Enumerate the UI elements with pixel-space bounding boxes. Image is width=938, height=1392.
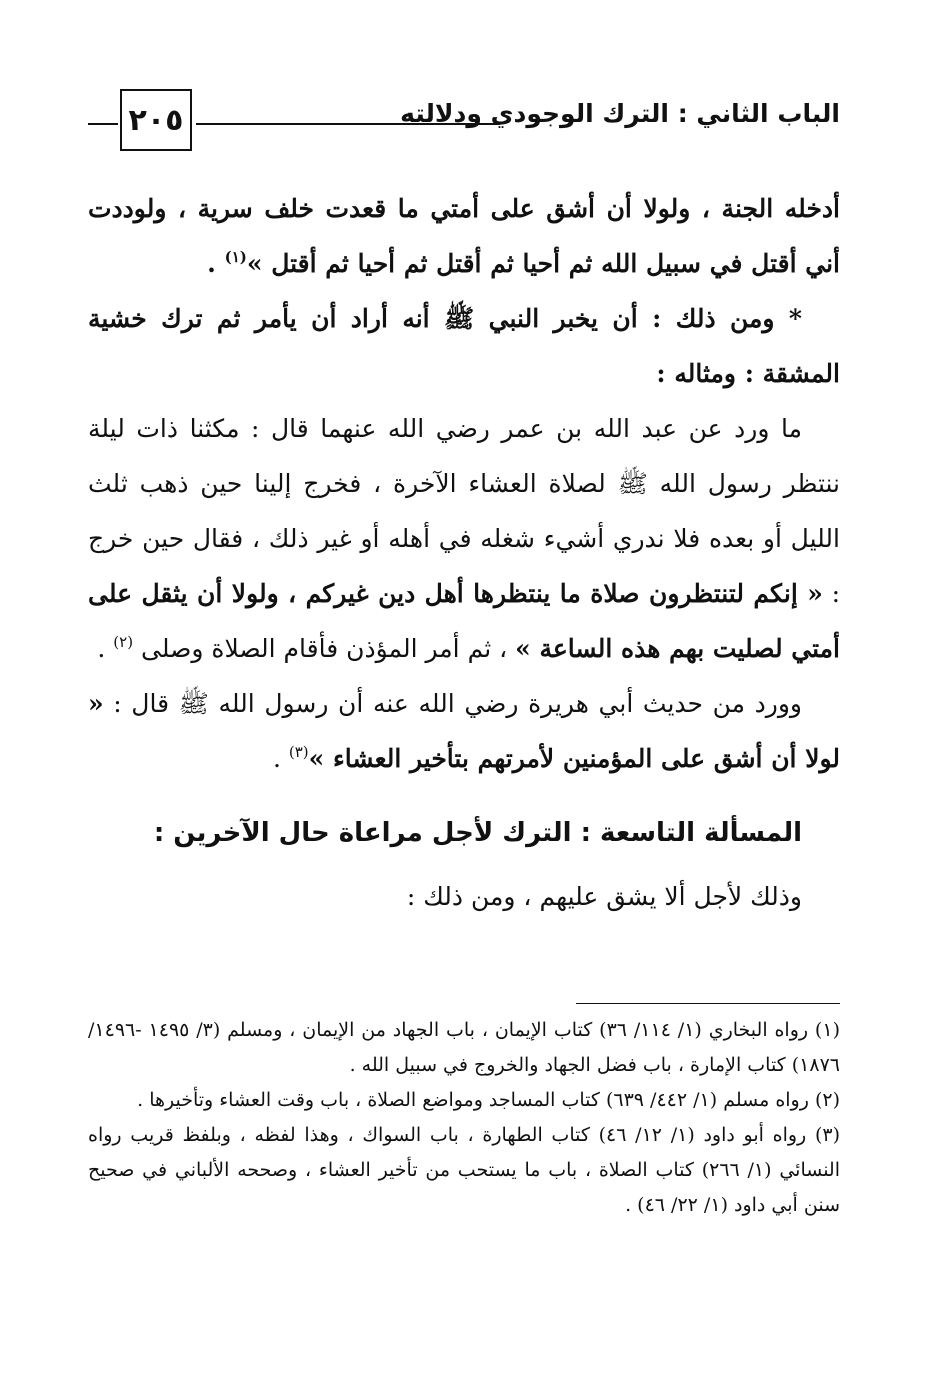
footnote-3: (٣) رواه أبو داود (١/ ١٢/ ٤٦) كتاب الطهارة ، باب السواك ، وهذا لفظه ، وبلفظ قريب رواه النسائي (١/ ٢٦٦) كتاب الصلاة ، باب ما يستحب من تأخير العشاء ، وصححه الألباني في صحيح سنن أبي داود (١/ ٢٢/ ٤٦) . <box>88 1124 840 1216</box>
paragraph-4-quote: « لولا أن أشق على المؤمنين لأمرتهم بتأخير العشاء » <box>88 689 840 773</box>
footnotes <box>88 1013 840 1223</box>
page-number: ٢٠٥ <box>120 89 192 151</box>
footnote-1: (١) رواه البخاري (١/ ١١٤/ ٣٦) كتاب الإيمان ، باب الجهاد من الإيمان ، ومسلم (٣/ ١٤٩٥ -١٤٩٦/ ١٨٧٦) كتاب الإمارة ، باب فضل الجهاد والخروج في سبيل الله . <box>88 1019 840 1076</box>
paragraph-3-after: ، ثم أمر المؤذن فأقام الصلاة وصلى <box>133 634 516 663</box>
paragraph-3-quote: « إنكم لتنتظرون صلاة ما ينتظرها أهل دين غيركم ، ولولا أن يثقل على أمتي لصليت بهم هذه الساعة » <box>88 579 840 663</box>
footnote-ref-2: (٢) <box>113 633 134 651</box>
paragraph-1-end: . <box>207 249 225 278</box>
paragraph-4-text: وورد من حديث أبي هريرة رضي الله عنه أن رسول الله ﷺ قال : <box>103 689 802 718</box>
paragraph-5: وذلك لأجل ألا يشق عليهم ، ومن ذلك : <box>406 882 802 911</box>
paragraph-3 <box>88 401 840 676</box>
paragraph-1-text: أدخله الجنة ، ولولا أن أشق على أمتي ما قعدت خلف سرية ، ولوددت أني أقتل في سبيل الله ثم أحيا ثم أقتل ثم أحيا ثم أقتل » <box>88 194 840 278</box>
page-header <box>88 85 840 153</box>
header-dash <box>88 123 118 125</box>
paragraph-4-end: . <box>272 744 289 773</box>
footnote-ref-3: (٣) <box>288 743 309 761</box>
footnote-ref-1: (١) <box>224 248 247 266</box>
paragraph-2: * ومن ذلك : أن يخبر النبي ﷺ أنه أراد أن يأمر ثم ترك خشية المشقة : ومثاله : <box>88 304 840 388</box>
paragraph-4 <box>88 676 840 786</box>
paragraph-3-end: . <box>97 634 114 663</box>
footnote-2: (٢) رواه مسلم (١/ ٤٤٢/ ٦٣٩) كتاب المساجد ومواضع الصلاة ، باب وقت العشاء وتأخيرها . <box>137 1089 840 1111</box>
main-text <box>88 181 840 924</box>
section-heading: المسألة التاسعة : الترك لأجل مراعاة حال الآخرين : <box>153 818 802 848</box>
paragraph-3-text: ما ورد عن عبد الله بن عمر رضي الله عنهما قال : مكثنا ذات ليلة ننتظر رسول الله ﷺ لصلاة العشاء الآخرة ، فخرج إلينا حين ذهب ثلث الليل أو بعده فلا ندري أشيء شغله في أهله أو غير ذلك ، فقال حين خرج : <box>88 414 840 608</box>
book-page <box>88 85 840 1375</box>
footnote-divider <box>576 1003 840 1004</box>
paragraph-1 <box>88 181 840 291</box>
chapter-title: الباب الثاني : الترك الوجودي ودلالته <box>400 99 840 128</box>
